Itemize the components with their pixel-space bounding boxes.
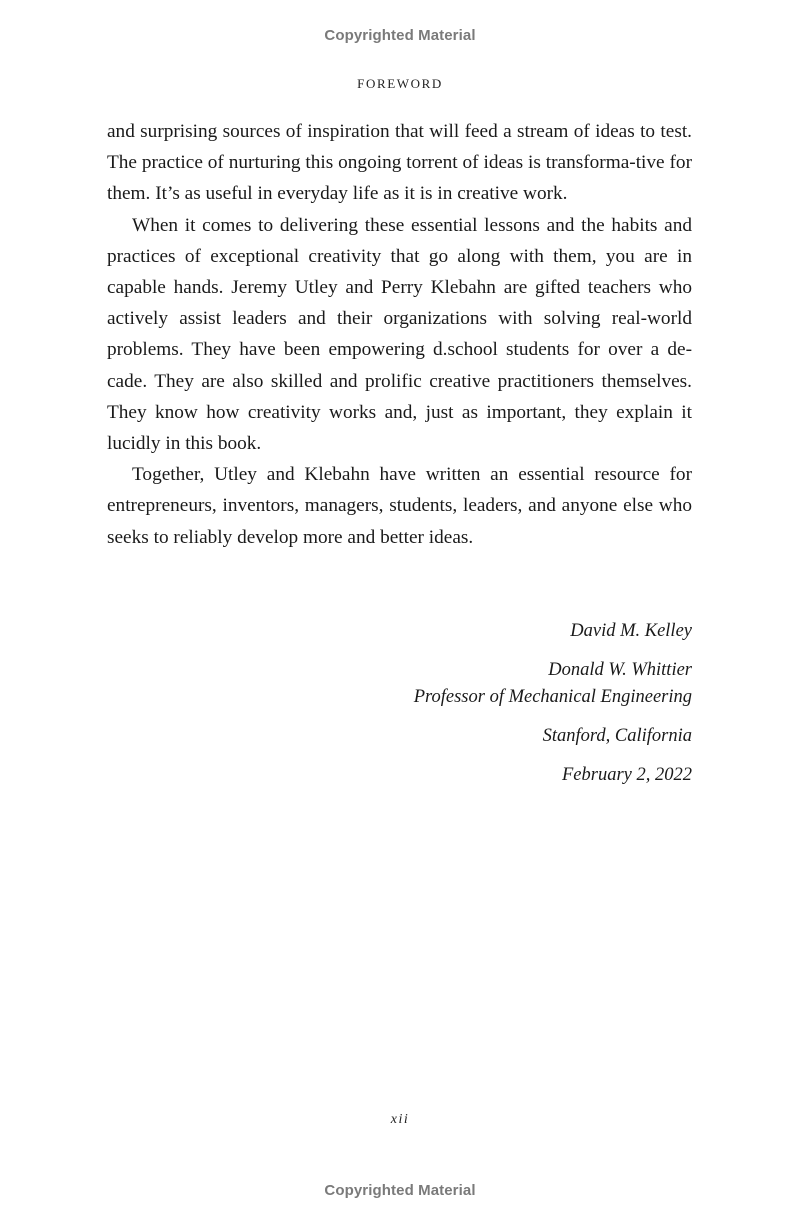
paragraph-3: Together, Utley and Klebahn have written an essential resource for entrepreneurs, inventors, managers, students, leaders, and anyone else who seeks to reliably develop more and better ideas. <box>107 464 692 548</box>
paragraph-2: When it comes to delivering these essential lessons and the habits and practices of exceptional creativity that go along with them, you are in capable hands. Jeremy Utley and Perry Klebahn are gifted teachers who actively assist leaders and their organizations with solving real-world problems. They have been empowering d.school students for over a de-cade. They are also skilled and prolific creative practitioners themselves. They know how creativity works and, just as important, they explain it lucidly in this book. <box>107 214 692 455</box>
copyright-watermark-bottom: Copyrighted Material <box>324 1182 476 1199</box>
page-number: xii <box>390 1112 410 1127</box>
author-title-line-2: Professor of Mechanical Engineering <box>413 687 692 707</box>
copyright-watermark-top: Copyrighted Material <box>324 27 476 44</box>
foreword-body <box>107 116 692 553</box>
author-name: David M. Kelley <box>570 621 692 641</box>
paragraph-1: and surprising sources of inspiration that will feed a stream of ideas to test. The practice of nurturing this ongoing torrent of ideas is transforma-tive for them. It’s as useful in everyday life as it is in creative work. <box>107 121 692 205</box>
author-location: Stanford, California <box>542 726 692 746</box>
signature-date: February 2, 2022 <box>562 765 692 785</box>
author-title-line-1: Donald W. Whittier <box>548 660 692 680</box>
signature-block <box>300 618 692 789</box>
running-head: FOREWORD <box>357 76 443 91</box>
